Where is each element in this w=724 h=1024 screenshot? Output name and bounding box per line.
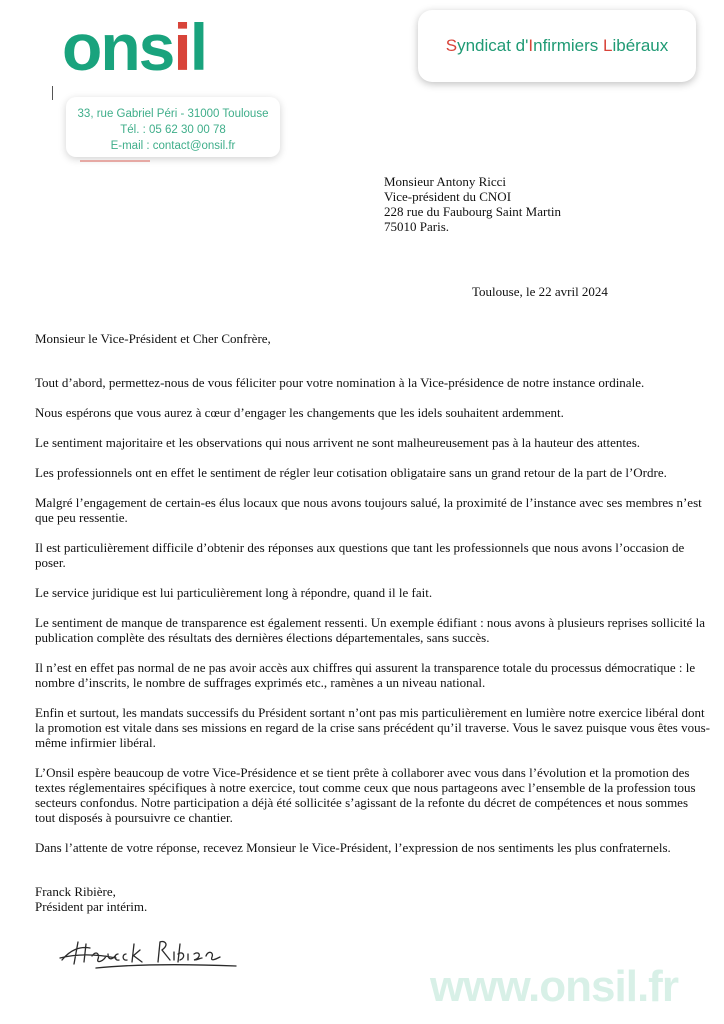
body-paragraph: Nous espérons que vous aurez à cœur d’engager les changements que les idels souhaitent ardemment. bbox=[35, 405, 564, 420]
recipient-line: 75010 Paris. bbox=[384, 219, 449, 234]
recipient-line: Vice-président du CNOI bbox=[384, 189, 512, 204]
signer-name: Franck Ribière, bbox=[35, 884, 116, 899]
handwritten-signature bbox=[56, 932, 246, 974]
address-box bbox=[66, 97, 280, 157]
body-paragraph: Le sentiment de manque de transparence est également ressenti. Un exemple édifiant : nous avons à plusieurs reprises sollicité la publication complète des résultats des dernières élections départementales, sans succès. bbox=[35, 615, 706, 645]
signoff-block bbox=[35, 884, 147, 914]
body-paragraph: Le service juridique est lui particulièrement long à répondre, quand il le fait. bbox=[35, 585, 433, 600]
salutation: Monsieur le Vice-Président et Cher Confrère, bbox=[35, 331, 271, 346]
address-street: 33, rue Gabriel Péri - 31000 Toulouse bbox=[77, 108, 269, 120]
body-paragraph: L’Onsil espère beaucoup de votre Vice-Présidence et se tient prête à collaborer avec vous dans l’évolution et la promotion des textes réglementaires spécifiques à notre exercice, tout comme ceux que nous partageons avec l’ensemble de la profession tous secteurs confondus. Notre participation a déjà été sollicitée s’agissant de la refonte du décret de compétences et nous sommes tout disposés à poursuivre ce chantier. bbox=[35, 765, 696, 825]
tagline-text: Syndicat d'Infirmiers Libéraux bbox=[445, 36, 669, 55]
body-paragraph: Dans l’attente de votre réponse, recevez Monsieur le Vice-Président, l’expression de nos sentiments les plus confraternels. bbox=[35, 840, 671, 855]
letter-body bbox=[35, 375, 710, 870]
accent-rule bbox=[80, 160, 150, 162]
header-divider bbox=[52, 86, 53, 100]
address-phone: Tél. : 05 62 30 00 78 bbox=[120, 124, 226, 136]
recipient-line: 228 rue du Faubourg Saint Martin bbox=[384, 204, 562, 219]
body-paragraph: Il n’est en effet pas normal de ne pas avoir accès aux chiffres qui assurent la transparence totale du processus démocratique : le nombre d’inscrits, le nombre de suffrages exprimés etc., ramènes a un niveau national. bbox=[35, 660, 696, 690]
recipient-block bbox=[384, 174, 561, 234]
logo-text-ons: ons bbox=[62, 10, 174, 84]
body-paragraph: Malgré l’engagement de certain-es élus locaux que nous avons toujours salué, la proximité de l’instance avec ses membres n’est que peu ressentie. bbox=[35, 495, 702, 525]
logo-caduceus-mark: i bbox=[173, 10, 190, 84]
tagline-box bbox=[418, 10, 696, 82]
logo-text-l: l bbox=[189, 10, 207, 84]
recipient-line: Monsieur Antony Ricci bbox=[384, 174, 507, 189]
body-paragraph: Il est particulièrement difficile d’obtenir des réponses aux questions que tant les professionnels que nous avons l’occasion de poser. bbox=[35, 540, 685, 570]
signer-title: Président par intérim. bbox=[35, 899, 148, 914]
body-paragraph: Enfin et surtout, les mandats successifs du Président sortant n’ont pas mis particulièrement en lumière notre exercice libéral dont la promotion est vitale dans ses missions en regard de la crise sans précédent qu’il traverse. Vous le savez puisque vous êtes vous-même infirmier libéral. bbox=[35, 705, 710, 750]
body-paragraph: Les professionnels ont en effet le sentiment de régler leur cotisation obligataire sans un grand retour de la part de l’Ordre. bbox=[35, 465, 667, 480]
watermark-url: www.onsil.fr bbox=[430, 962, 678, 1011]
letter-date: Toulouse, le 22 avril 2024 bbox=[472, 284, 608, 299]
onsil-logo bbox=[62, 10, 207, 84]
body-paragraph: Tout d’abord, permettez-nous de vous féliciter pour votre nomination à la Vice-présidence de notre instance ordinale. bbox=[35, 375, 645, 390]
body-paragraph: Le sentiment majoritaire et les observations qui nous arrivent ne sont malheureusement pas à la hauteur des attentes. bbox=[35, 435, 641, 450]
address-email[interactable]: E-mail : contact@onsil.fr bbox=[110, 140, 236, 152]
